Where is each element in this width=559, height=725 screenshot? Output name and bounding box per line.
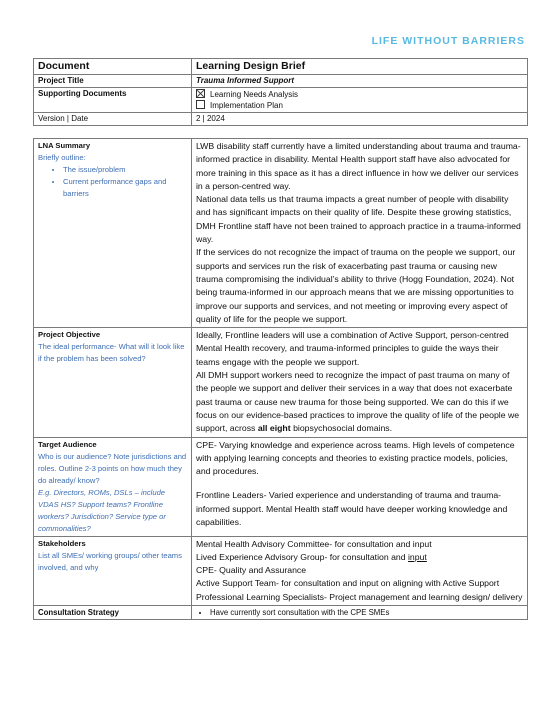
supporting-doc-item[interactable] xyxy=(196,89,523,100)
supporting-documents-label: Supporting Documents xyxy=(34,88,192,113)
supporting-documents-row xyxy=(34,88,528,113)
supporting-doc-label: Learning Needs Analysis xyxy=(210,90,299,99)
target-audience-cell xyxy=(34,437,192,536)
consultation-strategy-cell xyxy=(34,606,192,620)
objective-emphasis: all eight xyxy=(257,423,291,434)
target-audience-content xyxy=(192,437,528,536)
audience-paragraph: CPE- Varying knowledge and experience across teams. High levels of competence with applying learning concepts and theories to existing practice models, policies, and procedures. xyxy=(196,439,515,477)
stakeholder-line: Professional Learning Specialists- Project management and learning design/ delivery xyxy=(196,591,523,602)
version-label: Version | Date xyxy=(34,113,192,126)
project-objective-content xyxy=(192,328,528,437)
stakeholders-prompt: List all SMEs/ working groups/ other teams involved, and why xyxy=(38,550,182,572)
audience-paragraph: Frontline Leaders- Varied experience and understanding of trauma and trauma-informed support. Mental Health staff would have deeper working knowledge and capabilities. xyxy=(196,490,508,527)
stakeholder-text: Lived Experience Advisory Group- for consultation and xyxy=(196,551,408,562)
list-item: • Have currently sort consultation with the CPE SMEs xyxy=(210,607,523,618)
lna-summary-row xyxy=(34,139,528,328)
version-row xyxy=(34,113,528,126)
project-objective-cell xyxy=(34,328,192,437)
project-title-label: Project Title xyxy=(34,75,192,88)
stakeholder-line xyxy=(196,551,523,564)
unchecked-checkbox-icon[interactable] xyxy=(196,100,205,109)
stakeholders-cell xyxy=(34,536,192,605)
lna-summary-subheading: Briefly outline: xyxy=(38,153,86,162)
stakeholder-underlined-text: input xyxy=(408,551,427,562)
consultation-strategy-row xyxy=(34,606,528,620)
project-title-row xyxy=(34,75,528,88)
brand-logo-text: LIFE WITHOUT BARRIERS xyxy=(371,35,525,47)
supporting-doc-item[interactable] xyxy=(196,100,523,111)
objective-paragraph xyxy=(196,369,523,435)
spacer xyxy=(196,478,523,489)
project-objective-heading: Project Objective xyxy=(38,330,101,340)
target-audience-examples: E.g. Directors, ROMs, DSLs – include VDAS HS? Support teams? Frontline workers? Jurisdiction? Service type or commonalities? xyxy=(38,487,166,533)
stakeholder-line: CPE- Quality and Assurance xyxy=(196,565,307,576)
consultation-list xyxy=(196,607,523,618)
lna-paragraph: National data tells us that trauma impacts a great number of people with disability and has significant impacts on their quality of life. Despite these growing statistics, DMH Frontline staff have not been trained to approach practice in a trauma-informed way. xyxy=(196,194,521,245)
lna-summary-content xyxy=(192,139,528,328)
objective-paragraph: Ideally, Frontline leaders will use a combination of Active Support, person-centred Mental Health recovery, and trauma-informed principles to guide the ways their teams engage with the people we support. xyxy=(196,330,509,367)
stakeholder-line: Mental Health Advisory Committee- for consultation and input xyxy=(196,538,432,549)
lna-paragraph: If the services do not recognize the impact of trauma on the people we support, our supports and services run the risk of exacerbating past trauma or causing new trauma compromising the individual’s ability to thrive (Hogg Foundation, 2024). Not being trauma-informed in our approach means that we are missing opportunities to improve our supports and services, and not meeting or improving every aspect of quality of life for the people we support. xyxy=(196,247,516,324)
lna-summary-cell xyxy=(34,139,192,328)
target-audience-prompt: Who is our audience? Note jurisdictions and roles. Outline 2-3 points on how much they do already/ know? xyxy=(38,451,187,485)
stakeholders-heading: Stakeholders xyxy=(38,538,86,548)
stakeholders-content xyxy=(192,536,528,605)
stakeholder-line: Active Support Team- for consultation and input on aligning with Active Support xyxy=(196,578,500,589)
list-item: • The issue/problem xyxy=(63,164,187,176)
consultation-strategy-heading: Consultation Strategy xyxy=(38,608,120,618)
list-item: • Current performance gaps and barriers xyxy=(63,176,187,200)
supporting-documents-list xyxy=(192,88,528,113)
objective-text: All DMH support workers need to recognize the impact of past trauma on many of the people we support and deliver their services in a way that does not exacerbate past trauma or cause new trauma for those being supported. We can do this if we focus on our evidence-based practices to improve the quality of life of the people we support, across xyxy=(196,370,520,434)
lna-bullet-list xyxy=(38,164,187,200)
lna-paragraph: LWB disability staff currently have a limited understanding about trauma and trauma-informed practice in disability. Mental Health support staff have also advocated for more training in this space as it has a direct influence in how we deliver our services in a person-centred way. xyxy=(196,141,521,191)
version-value: 2 | 2024 xyxy=(192,113,528,126)
target-audience-heading: Target Audience xyxy=(38,439,97,449)
document-row xyxy=(34,59,528,75)
project-objective-row xyxy=(34,328,528,437)
project-objective-prompt: The ideal performance- What will it look like if the problem has been solved? xyxy=(38,342,185,364)
document-label: Document xyxy=(34,59,192,75)
brief-details-table xyxy=(33,138,528,620)
checked-checkbox-icon[interactable] xyxy=(196,89,205,98)
objective-text: biopsychosocial domains. xyxy=(293,423,393,434)
lna-summary-heading: LNA Summary xyxy=(38,141,91,150)
document-value: Learning Design Brief xyxy=(192,59,528,75)
consultation-strategy-content xyxy=(192,606,528,620)
supporting-doc-label: Implementation Plan xyxy=(210,101,283,110)
stakeholders-row xyxy=(34,536,528,605)
document-info-table xyxy=(33,58,528,126)
project-title-value: Trauma Informed Support xyxy=(192,75,528,88)
target-audience-row xyxy=(34,437,528,536)
